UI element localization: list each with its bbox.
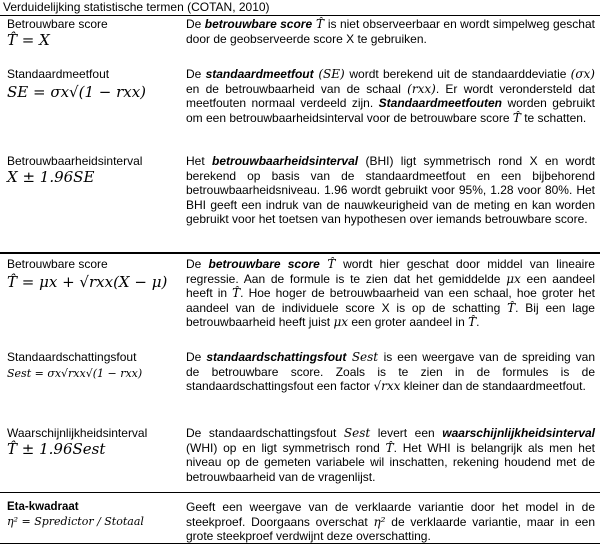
term-emphasis: betrouwbare score bbox=[208, 257, 320, 271]
description-text: Geeft een weergave van de verklaarde variantie door het model in de steekproef. Doorgaans overschat bbox=[186, 500, 595, 529]
math-symbol: √rxx bbox=[373, 379, 401, 393]
term-cell bbox=[7, 67, 177, 102]
term-formula: T̂ = μx + √rxx(X − μ) bbox=[7, 273, 168, 291]
term-description bbox=[186, 426, 595, 484]
term-description bbox=[186, 17, 595, 46]
description-text: kleiner dan de standaardmeetfout. bbox=[400, 379, 586, 393]
math-symbol: η² bbox=[373, 514, 386, 529]
math-symbol: Sest bbox=[343, 426, 371, 440]
math-symbol: (σx) bbox=[570, 67, 595, 81]
term-emphasis: betrouwbaarheidsinterval bbox=[212, 154, 359, 168]
math-symbol: Sest bbox=[346, 350, 384, 364]
term-description bbox=[186, 154, 595, 227]
description-text: (BHI) ligt symmetrisch rond X en wordt berekend op basis van de standaardmeetfout en een bijbehorend betrouwbaarheidsniveau. 1.96 wordt gebruikt voor 95%, 1.28 voor 80%. Het BHI geeft een indruk van de nauwkeurigheid van de meting en kan worden gebruikt voor het toetsen van hypothesen over iemands betrouwbare score. bbox=[186, 154, 595, 226]
term-name: Betrouwbaarheidsinterval bbox=[7, 154, 143, 168]
term-emphasis: standaardschattingsfout bbox=[206, 350, 347, 364]
term-cell bbox=[7, 426, 177, 459]
term-formula: T̂ ± 1.96Sest bbox=[7, 440, 106, 458]
table-caption: Verduidelijking statistische termen (COTAN, 2010) bbox=[3, 0, 270, 14]
math-symbol: T̂ bbox=[232, 286, 241, 300]
description-text: . Er wordt verondersteld dat meetfouten normaal verdeeld zijn. bbox=[186, 81, 596, 110]
description-text: De standaardschattingsfout bbox=[186, 426, 344, 440]
description-text: een groter aandeel in bbox=[348, 315, 469, 329]
description-text: is een weergave van de spreiding van de betrouwbare score. Zoals is te zien in de formules is de standaardschattingsfout een factor bbox=[186, 350, 595, 393]
term-name: Standaardschattingsfout bbox=[7, 350, 137, 364]
math-symbol: T̂ bbox=[385, 440, 394, 455]
math-symbol: T̂ bbox=[312, 17, 328, 31]
term-emphasis: waarschijnlijkheidsinterval bbox=[442, 426, 595, 440]
section-rule bbox=[0, 252, 600, 254]
term-name: Waarschijnlijkheidsinterval bbox=[7, 426, 148, 440]
description-text: . Bij een lage betrouwbaarheid heeft juist bbox=[186, 300, 595, 329]
term-formula: Sest = σx√rxx√(1 − rxx) bbox=[7, 367, 143, 380]
term-name: Eta-kwadraat bbox=[7, 501, 79, 513]
description-text: wordt hier geschat door middel van lineaire regressie. Aan de formule is te zien dat het gemiddelde bbox=[186, 257, 595, 286]
term-cell bbox=[7, 154, 177, 187]
term-description bbox=[186, 67, 595, 125]
math-symbol: T̂ bbox=[319, 257, 344, 271]
math-symbol: (rxx) bbox=[407, 81, 436, 96]
term-emphasis: Standaardmeetfouten bbox=[378, 96, 503, 110]
math-symbol: T̂ bbox=[512, 110, 521, 125]
description-text: De bbox=[186, 257, 209, 271]
term-name: Betrouwbare score bbox=[7, 17, 108, 31]
description-text: en de betrouwbaarheid van de schaal bbox=[186, 81, 408, 96]
term-description bbox=[186, 500, 595, 544]
math-symbol: (SE) bbox=[313, 67, 350, 81]
description-text: . bbox=[476, 315, 480, 329]
math-symbol: μx bbox=[506, 271, 521, 286]
math-symbol: T̂ bbox=[507, 300, 516, 315]
term-cell bbox=[7, 350, 177, 381]
description-text: is niet observeerbaar en wordt simpelweg geschat door de geobserveerde score X te gebruiken. bbox=[186, 17, 595, 46]
description-text: worden gebruikt om een betrouwbaarheidsinterval voor de betrouwbare score bbox=[186, 96, 596, 125]
term-formula: T̂ = X bbox=[7, 31, 50, 49]
term-formula: η² = Spredictor / Stotaal bbox=[7, 515, 144, 528]
math-symbol: T̂ bbox=[468, 315, 477, 329]
description-text: de verklaarde variantie, maar in een grote steekproef verdwijnt deze overschatting. bbox=[186, 514, 595, 543]
section-rule bbox=[0, 492, 600, 493]
term-description bbox=[186, 350, 595, 394]
top-rule bbox=[0, 15, 600, 16]
term-emphasis: standaardmeetfout bbox=[205, 67, 314, 81]
term-name: Betrouwbare score bbox=[7, 257, 108, 271]
description-text: De bbox=[186, 350, 207, 364]
term-cell bbox=[7, 500, 177, 529]
term-formula: SE = σx√(1 − rxx) bbox=[7, 83, 147, 101]
description-text: (WHI) op en ligt symmetrisch rond bbox=[186, 440, 386, 455]
term-emphasis: betrouwbare score bbox=[204, 17, 313, 31]
term-formula: X ± 1.96SE bbox=[7, 168, 95, 186]
description-text: te schatten. bbox=[520, 110, 587, 125]
bottom-rule bbox=[0, 543, 600, 544]
term-name: Standaardmeetfout bbox=[7, 67, 110, 81]
description-text: wordt berekend uit de standaarddeviatie bbox=[349, 67, 571, 81]
description-text: levert een bbox=[370, 426, 443, 440]
math-symbol: μx bbox=[333, 315, 349, 329]
description-text: . Het WHI is belangrijk als men het niveau op de gemeten variabele wil inschatten, rekening houdend met de betrouwbaarheid van de vragenlijst. bbox=[186, 440, 595, 484]
description-text: . Hoe hoger de betrouwbaarheid van een schaal, hoe groter het aandeel van de individuele score X is op de schatting bbox=[186, 286, 595, 315]
description-text: een aandeel heeft in bbox=[186, 271, 595, 300]
term-cell bbox=[7, 257, 177, 292]
description-text: De bbox=[186, 17, 205, 31]
description-text: Het bbox=[186, 154, 213, 168]
term-cell bbox=[7, 17, 177, 50]
term-description bbox=[186, 257, 595, 330]
description-text: De bbox=[186, 67, 206, 81]
